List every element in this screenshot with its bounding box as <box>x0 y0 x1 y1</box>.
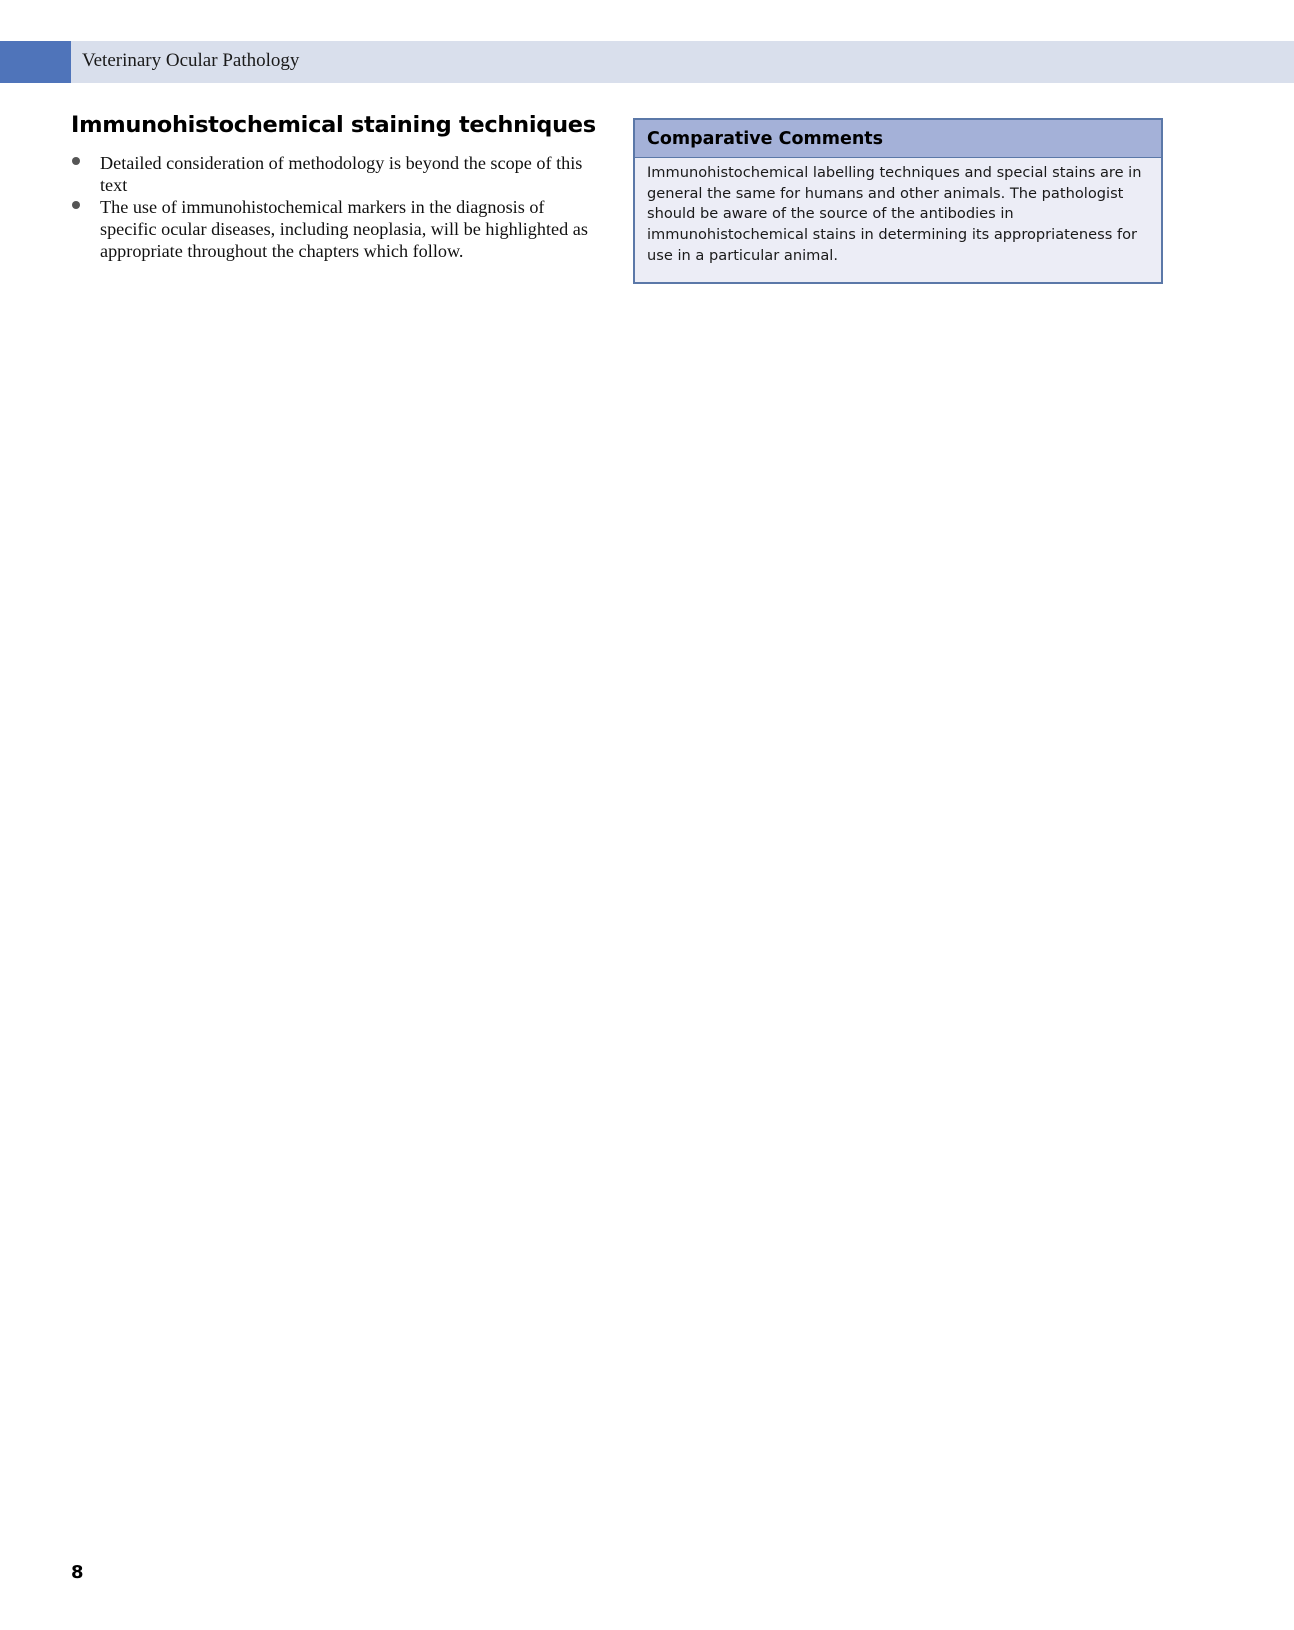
bullet-icon <box>72 157 80 165</box>
section-heading: Immunohistochemical staining techniques <box>71 112 596 138</box>
bullet-text: Detailed consideration of methodology is beyond the scope of this text <box>100 153 583 195</box>
comment-box-title: Comparative Comments <box>635 120 1161 158</box>
bullet-text: The use of immunohistochemical markers in the diagnosis of specific ocular diseases, including neoplasia, will be highlighted as appropriate throughout the chapters which follow. <box>100 197 588 261</box>
bullet-item <box>71 196 601 262</box>
running-head <box>0 41 1294 83</box>
comment-box-body: Immunohistochemical labelling techniques and special stains are in general the same for humans and other animals. The pathologist should be aware of the source of the antibodies in immunohistochemical stains in determining its appropriateness for use in a particular animal. <box>647 164 1142 264</box>
book-title: Veterinary Ocular Pathology <box>82 50 300 71</box>
bullet-icon <box>72 201 80 209</box>
page-number: 8 <box>71 1562 84 1583</box>
running-head-color-tab <box>0 41 71 83</box>
comparative-comments-box <box>633 118 1163 284</box>
bullet-list <box>71 152 601 262</box>
bullet-item <box>71 152 601 196</box>
